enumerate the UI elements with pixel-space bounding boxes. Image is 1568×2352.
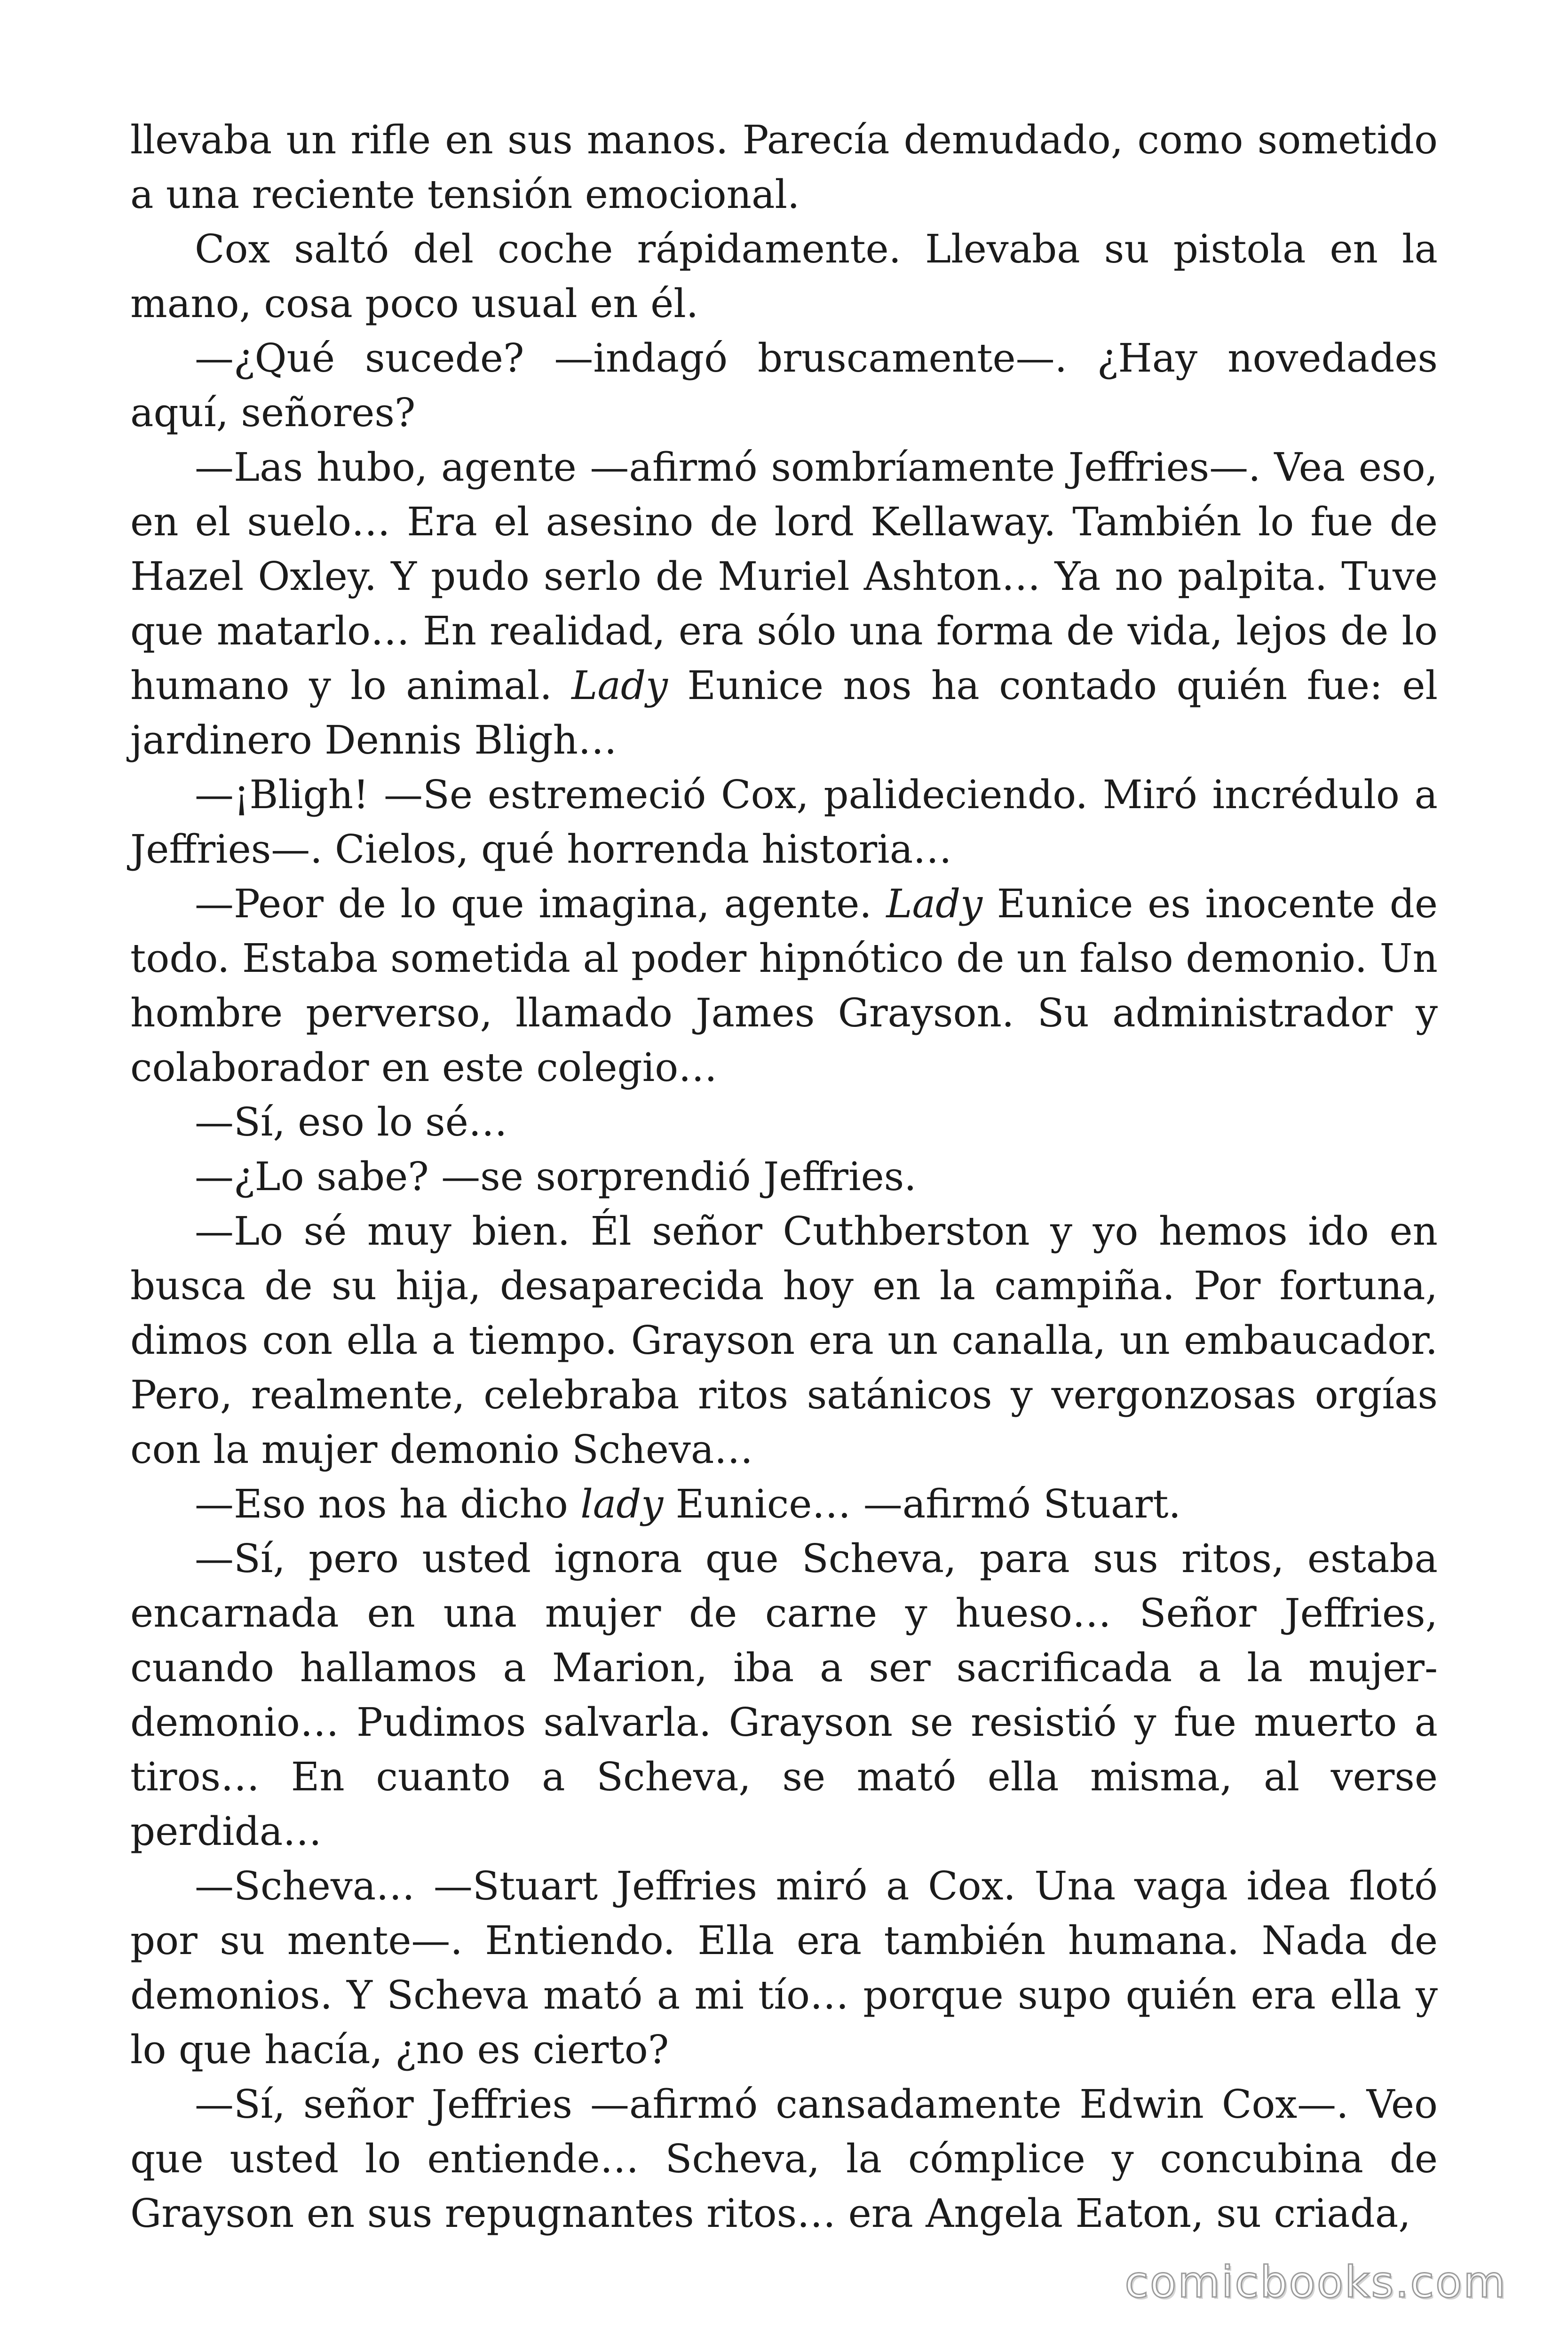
paragraph-text: Eunice es inocente de todo. Estaba sometida al poder hipnótico de un falso demonio. Un hombre perverso, llamado James Grayson. Su administrador y colaborador en este colegio… xyxy=(130,881,1438,1090)
paragraph xyxy=(130,768,1438,877)
paragraph xyxy=(130,113,1438,222)
paragraph-text: Eunice nos ha contado quién fue: el jardinero Dennis Bligh… xyxy=(130,663,1438,763)
paragraph-text: —Las hubo, agente —afirmó sombríamente Jeffries—. Vea eso, en el suelo… Era el asesino de lord Kellaway. También lo fue de Hazel Oxley. Y pudo serlo de Muriel Ashton… Ya no palpita. Tuve que matarlo… En realidad, era sólo una forma de vida, lejos de lo humano y lo animal. xyxy=(130,445,1438,708)
paragraph-text: —Eso nos ha dicho xyxy=(195,1481,581,1527)
italic-text: Lady xyxy=(886,881,983,927)
italic-text: Lady xyxy=(571,663,668,708)
paragraph-text: —Sí, pero usted ignora que Scheva, para sus ritos, estaba encarnada en una mujer de carne y hueso… Señor Jeffries, cuando hallamos a Marion, iba a ser sacrificada a la mujer-demonio… Pudimos salvarla. Grayson se resistió y fue muerto a tiros… En cuanto a Scheva, se mató ella misma, al verse perdida… xyxy=(130,1536,1438,1854)
paragraph-text: Cox saltó del coche rápidamente. Llevaba su pistola en la mano, cosa poco usual en él. xyxy=(130,226,1438,326)
italic-text: lady xyxy=(580,1481,664,1527)
paragraph-text: —¿Lo sabe? —se sorprendió Jeffries. xyxy=(195,1154,917,1200)
paragraph-text: —¡Bligh! —Se estremeció Cox, palideciendo. Miró incrédulo a Jeffries—. Cielos, qué horrenda historia… xyxy=(130,772,1438,872)
paragraph-text: llevaba un rifle en sus manos. Parecía demudado, como sometido a una reciente tensión emocional. xyxy=(130,117,1438,217)
paragraph-text: —Sí, eso lo sé… xyxy=(195,1099,507,1145)
paragraph-text: —Peor de lo que imagina, agente. xyxy=(195,881,887,927)
watermark: comicbooks.com xyxy=(1125,2257,1507,2307)
paragraph-text: —Scheva… —Stuart Jeffries miró a Cox. Una vaga idea flotó por su mente—. Entiendo. Ella era también humana. Nada de demonios. Y Scheva mató a mi tío… porque supo quién era ella y lo que hacía, ¿no es cierto? xyxy=(130,1863,1438,2073)
paragraph xyxy=(130,331,1438,440)
paragraph xyxy=(130,1532,1438,1859)
paragraph-text: —Lo sé muy bien. Él señor Cuthberston y yo hemos ido en busca de su hija, desaparecida hoy en la campiña. Por fortuna, dimos con ella a tiempo. Grayson era un canalla, un embaucador. Pero, realmente, celebraba ritos satánicos y vergonzosas orgías con la mujer demonio Scheva… xyxy=(130,1208,1438,1472)
paragraph xyxy=(130,1477,1438,1532)
paragraph xyxy=(130,222,1438,331)
paragraph xyxy=(130,2077,1438,2241)
paragraph xyxy=(130,877,1438,1095)
paragraph xyxy=(130,1204,1438,1477)
paragraph xyxy=(130,1859,1438,2077)
paragraph-text: —Sí, señor Jeffries —afirmó cansadamente Edwin Cox—. Veo que usted lo entiende… Scheva, la cómplice y concubina de Grayson en sus repugnantes ritos… era Angela Eaton, su criada, xyxy=(130,2082,1438,2236)
page-body xyxy=(130,113,1438,2241)
paragraph xyxy=(130,440,1438,768)
paragraph-text: Eunice… —afirmó Stuart. xyxy=(663,1481,1181,1527)
paragraph-text: —¿Qué sucede? —indagó bruscamente—. ¿Hay novedades aquí, señores? xyxy=(130,335,1438,436)
paragraph xyxy=(130,1095,1438,1150)
paragraph xyxy=(130,1150,1438,1204)
